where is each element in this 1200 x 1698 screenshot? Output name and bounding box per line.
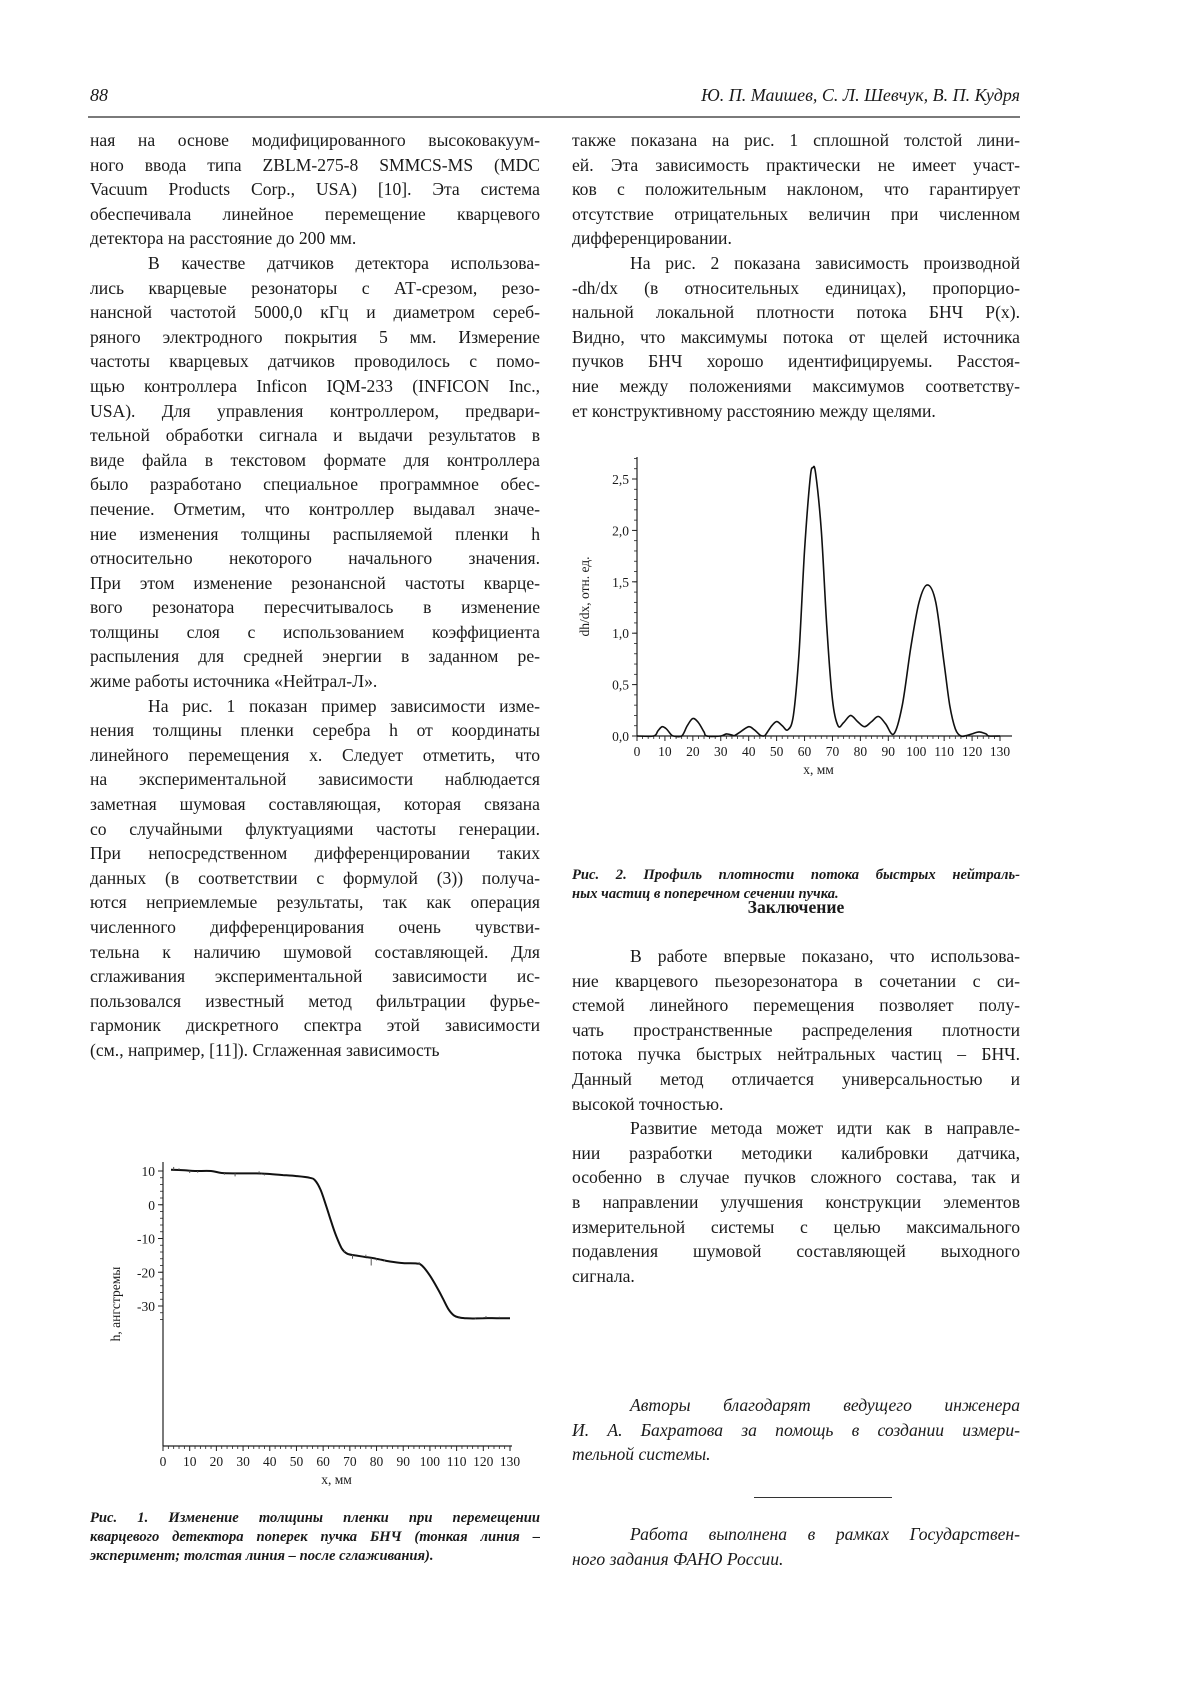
y-tick-label: 2,5 — [612, 472, 629, 487]
text-line: ряного электродного покрытия 5 мм. Измерение — [90, 326, 540, 347]
x-tick-label: 80 — [369, 1454, 384, 1469]
text-line: ного ввода типа ZBLM-275-8 SMMCS-MS (MDC — [90, 154, 540, 175]
figure-2 — [575, 455, 1020, 790]
text-line: в направлении улучшения конструкции элементов — [572, 1191, 1020, 1212]
text-line: также показана на рис. 1 сплошной толстой лини- — [572, 130, 1020, 150]
text-line: ются неприемлемые результаты, так как операция — [90, 892, 540, 913]
text-line: лись кварцевые резонаторы с АТ-срезом, резо- — [90, 277, 540, 298]
text-line: сглаживания экспериментальной зависимости ис- — [90, 966, 540, 987]
header-rule — [88, 116, 1020, 118]
text-line: эксперимент; толстая линия – после сглаживания). — [90, 1548, 434, 1564]
x-tick-label: 0 — [159, 1454, 167, 1469]
text-line: ние между положениями максимумов соответству- — [572, 375, 1020, 396]
text-line: ние кварцевого пьезорезонатора в сочетании с си- — [572, 970, 1020, 991]
text-line: на экспериментальной зависимости наблюдается — [90, 769, 540, 790]
text-line: Авторы благодарят ведущего инженера — [630, 1395, 1020, 1415]
text-line: обеспечивала линейное перемещение кварцевого — [90, 203, 540, 224]
x-tick-label: 10 — [658, 744, 672, 759]
text-line: стемой линейного перемещения позволяет полу- — [572, 995, 1020, 1016]
figure-1-caption — [90, 1509, 540, 1566]
y-tick-label: -30 — [137, 1299, 155, 1314]
text-line: пользовался известный метод фильтрации фурье- — [90, 990, 540, 1011]
text-line: При этом изменение резонансной частоты кварце- — [90, 572, 540, 593]
text-line: Vacuum Products Corp., USA) [10]. Эта система — [90, 179, 540, 200]
y-tick-label: -20 — [137, 1265, 155, 1281]
acknowledgement — [572, 1393, 1020, 1467]
figure-1-chart — [100, 1160, 580, 1505]
paragraph — [90, 251, 540, 694]
text-line: нии разработки методики калибровки датчика, — [572, 1142, 1020, 1163]
x-axis-label: x, мм — [803, 762, 834, 777]
figure-1 — [100, 1160, 580, 1505]
text-line: ков с положительным наклоном, что гарантирует — [572, 179, 1020, 200]
text-line: тельной обработки сигнала и выдачи результатов в — [90, 425, 540, 446]
text-line: Развитие метода может идти как в направле- — [630, 1118, 1020, 1139]
text-line: Рис. 2. Профиль плотности потока быстрых нейтраль- — [572, 867, 1020, 883]
text-line: подавления шумовой составляющей выходного — [572, 1241, 1020, 1262]
text-line: нальной локальной плотности потока БНЧ P(x). — [572, 302, 1020, 323]
text-line: щью контроллера Inficon IQM-233 (INFICON Inc., — [90, 375, 540, 396]
y-tick-label: 0,5 — [612, 677, 629, 693]
text-line: В качестве датчиков детектора использова- — [148, 252, 540, 273]
x-tick-label: 50 — [289, 1454, 304, 1469]
text-line: толщины слоя с использованием коэффициента — [90, 621, 540, 642]
text-line: Рис. 1. Изменение толщины пленки при перемещении — [90, 1510, 540, 1526]
x-tick-label: 90 — [881, 744, 896, 759]
text-line: ей. Эта зависимость практически не имеет участ- — [572, 154, 1020, 175]
text-line: линейного перемещения x. Следует отметить, что — [90, 744, 540, 765]
separator-rule — [754, 1497, 892, 1498]
text-line: Данный метод отличается универсальностью и — [572, 1068, 1020, 1089]
text-line: Работа выполнена в рамках Государствен- — [630, 1524, 1020, 1544]
text-line: И. А. Бахратова за помощь в создании измери- — [572, 1419, 1020, 1440]
page-number: 88 — [90, 85, 108, 105]
right-column — [572, 128, 1020, 423]
text-line: отсутствие отрицательных величин при численном — [572, 203, 1020, 224]
text-line: ная на основе модифицированного высоковакуум- — [90, 130, 540, 150]
y-tick-label: 2,0 — [612, 523, 629, 539]
flux-profile-line — [637, 466, 1000, 736]
x-tick-label: 130 — [499, 1454, 521, 1469]
x-tick-label: 30 — [236, 1454, 250, 1469]
smoothed-line — [171, 1170, 510, 1319]
x-tick-label: 60 — [797, 744, 812, 759]
x-tick-label: 90 — [396, 1454, 410, 1469]
text-line: ет конструктивному расстоянию между щелями. — [572, 400, 936, 421]
y-tick-label: 0 — [148, 1197, 155, 1213]
text-line: нансной частотой 5000,0 кГц и диаметром сереб- — [90, 302, 540, 323]
text-line: USA). Для управления контроллером, предвари- — [90, 400, 540, 421]
x-tick-label: 100 — [906, 744, 927, 759]
text-line: гармоник дискретного спектра этой зависимости — [90, 1015, 540, 1036]
text-line: особенно в случае пучков сложного состава, так и — [572, 1167, 1020, 1188]
text-line: В работе впервые показано, что использова- — [630, 946, 1020, 966]
text-line: чать пространственные распределения плотности — [572, 1019, 1020, 1040]
y-tick-label: 0,0 — [612, 729, 629, 744]
y-tick-label: -10 — [137, 1231, 155, 1247]
text-line: распыления для средней энергии в заданном ре- — [90, 646, 540, 667]
text-line: заметная шумовая составляющая, которая связана — [90, 794, 540, 815]
x-tick-label: 100 — [419, 1454, 441, 1469]
text-line: измерительной системы с целью максимального — [572, 1216, 1020, 1237]
x-tick-label: 60 — [316, 1454, 330, 1469]
x-tick-label: 20 — [209, 1454, 224, 1469]
conclusion-body — [572, 944, 1020, 1288]
paragraph — [572, 1116, 1020, 1288]
text-line: -dh/dx (в относительных единицах), пропорцио- — [572, 277, 1020, 298]
paragraph — [90, 694, 540, 1063]
text-line: частоты кварцевых датчиков проводилось с помо- — [90, 351, 540, 372]
y-tick-label: 1,5 — [612, 574, 629, 590]
paragraph — [572, 944, 1020, 1116]
conclusion-title: Заключение — [747, 897, 845, 917]
x-tick-label: 80 — [853, 744, 868, 759]
x-tick-label: 70 — [825, 744, 840, 759]
text-line: На рис. 2 показана зависимость производной — [630, 252, 1020, 273]
figure-2-chart — [575, 455, 1020, 790]
text-line: детектора на расстояние до 200 мм. — [90, 228, 357, 249]
text-line: кварцевого детектора поперек пучка БНЧ (тонкая линия – — [90, 1529, 540, 1545]
text-line: потока пучка быстрых нейтральных частиц – БНЧ. — [572, 1044, 1020, 1065]
text-line: нения толщины пленки серебра h от координаты — [90, 720, 540, 741]
text-line: высокой точностью. — [572, 1093, 724, 1114]
text-line: (см., например, [11]). Сглаженная зависимость — [90, 1039, 440, 1060]
text-line: пучков БНЧ хорошо идентифицируемы. Расстоя- — [572, 351, 1020, 372]
x-tick-label: 40 — [741, 744, 756, 759]
x-tick-label: 130 — [989, 744, 1011, 759]
text-line: данных (в соответствии с формулой (3)) получа- — [90, 867, 540, 888]
x-tick-label: 70 — [343, 1454, 357, 1469]
left-column — [90, 128, 540, 1063]
text-line: сигнала. — [572, 1265, 635, 1286]
text-line: тельной системы. — [572, 1444, 711, 1465]
x-tick-label: 110 — [446, 1454, 467, 1469]
x-tick-label: 20 — [686, 744, 700, 759]
funding-note — [572, 1522, 1020, 1571]
y-tick-label: 10 — [141, 1164, 155, 1179]
text-line: тельна к наличию шумовой составляющей. Для — [90, 941, 540, 962]
x-tick-label: 0 — [633, 744, 641, 759]
y-tick-label: 1,0 — [612, 626, 629, 642]
text-line: ние изменения толщины распыляемой пленки h — [90, 523, 540, 544]
text-line: со случайными флуктуациями частоты генерации. — [90, 818, 540, 839]
x-tick-label: 40 — [263, 1454, 277, 1469]
text-line: вого резонатора пересчитывалось в изменение — [90, 597, 540, 618]
text-line: виде файла в текстовом формате для контроллера — [90, 449, 540, 470]
text-line: численного дифференцирования очень чувстви- — [90, 917, 540, 937]
text-line: Видно, что максимумы потока от щелей источника — [572, 326, 1020, 347]
x-axis-label: x, мм — [321, 1472, 352, 1487]
text-line: ных частиц в поперечном сечении пучка. — [572, 886, 839, 902]
text-line: печение. Отметим, что контроллер выдавал значе- — [90, 498, 540, 519]
x-tick-label: 120 — [961, 744, 983, 759]
paragraph — [90, 128, 540, 251]
text-line: было разработано специальное программное обес- — [90, 474, 540, 495]
paragraph — [572, 128, 1020, 251]
x-tick-label: 10 — [182, 1454, 197, 1469]
text-line: ного задания ФАНО России. — [572, 1548, 784, 1569]
y-axis-label: h, ангстремы — [108, 1266, 123, 1342]
paragraph — [572, 251, 1020, 423]
y-axis-label: dh/dx, отн. ед. — [577, 556, 592, 637]
x-tick-label: 120 — [473, 1454, 494, 1469]
text-line: жиме работы источника «Нейтрал-Л». — [90, 671, 378, 692]
text-line: На рис. 1 показан пример зависимости изме- — [148, 695, 540, 716]
x-tick-label: 30 — [714, 744, 728, 759]
text-line: относительно некоторого начального значения. — [90, 548, 540, 569]
text-line: дифференцировании. — [572, 228, 732, 249]
running-header-authors: Ю. П. Маишев, С. Л. Шевчук, В. П. Кудря — [701, 85, 1020, 105]
text-line: При непосредственном дифференцировании таких — [90, 843, 540, 864]
x-tick-label: 110 — [934, 744, 955, 759]
x-tick-label: 50 — [769, 744, 784, 759]
